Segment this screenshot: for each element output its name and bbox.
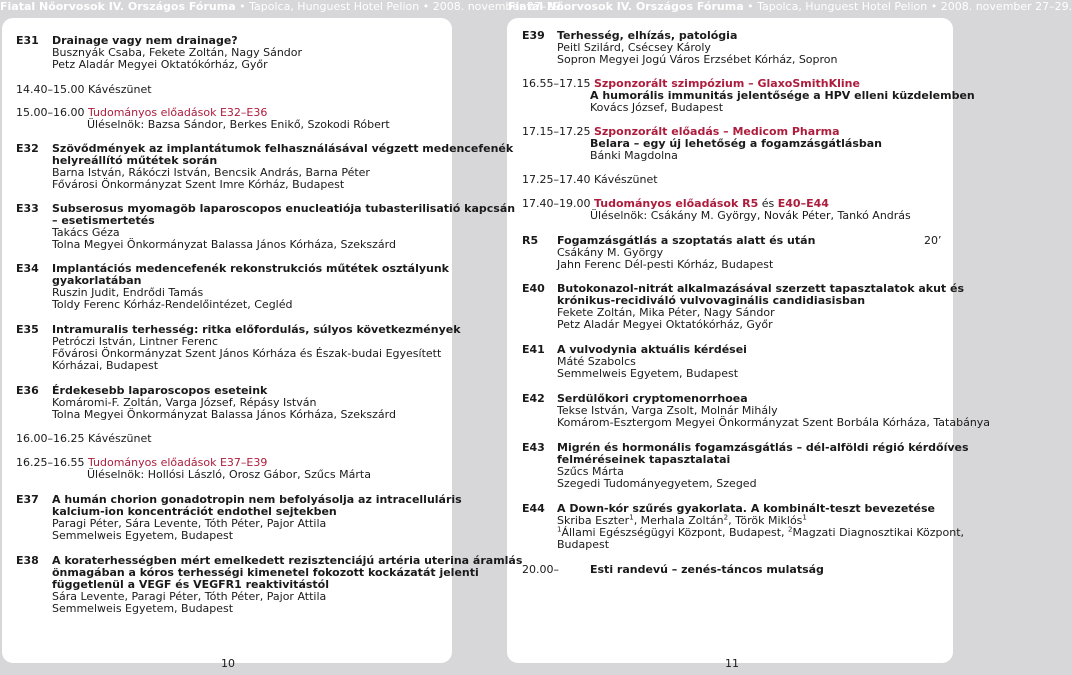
entry-code: E41 — [522, 343, 545, 356]
sponsored-speaker: Bánki Magdolna — [590, 149, 678, 162]
entry-institution: Fővárosi Önkormányzat Szent János Kórháza és Észak-budai Egyesített — [52, 347, 442, 360]
entry-institution: Petz Aladár Megyei Oktatókórház, Győr — [557, 318, 773, 331]
entry-title-cont: felméréseinek tapasztalatai — [557, 453, 731, 466]
entry-institution: Semmelweis Egyetem, Budapest — [557, 367, 739, 380]
entry-title: A koraterhességben mért emelkedett rezisztenciájú artéria uterina áramlás — [52, 554, 523, 567]
entry-title: A humán chorion gonadotropin nem befolyásolja az intracelluláris — [52, 493, 462, 506]
session-chairs: Üléselnök: Hollósi László, Orosz Gábor, Szűcs Márta — [87, 468, 371, 481]
entry-title-cont: kalcium-ion koncentrációt endothel sejtekben — [52, 505, 337, 518]
entry-institution: Tolna Megyei Önkormányzat Balassa János Kórháza, Szekszárd — [52, 238, 396, 251]
entry-code: E38 — [16, 554, 39, 567]
session-title: Tudományos előadások R5 — [593, 197, 759, 210]
affiliation-marker: 1 — [557, 525, 562, 534]
entry-authors: Petróczi István, Lintner Ferenc — [52, 335, 218, 348]
coffee-break: 16.00–16.25 Kávészünet — [16, 432, 152, 445]
entry-duration: 20’ — [924, 234, 942, 247]
page-number-right: 11 — [725, 657, 739, 670]
entry-institution: Szegedi Tudományegyetem, Szeged — [557, 477, 757, 490]
sponsored-title: Belara – egy új lehetőség a fogamzásgátlásban — [590, 137, 883, 150]
header-forum-name: Fiatal Nőorvosok IV. Országos Fóruma — [0, 0, 236, 13]
entry-institution: Tolna Megyei Önkormányzat Balassa János Kórháza, Szekszárd — [52, 408, 396, 421]
entry-authors: Ruszin Judit, Endrődi Tamás — [52, 286, 204, 299]
session-chairs: Üléselnök: Bazsa Sándor, Berkes Enikő, Szokodi Róbert — [87, 118, 390, 131]
entry-title-cont: – esetismertetés — [52, 214, 155, 227]
entry-title: A Down-kór szűrés gyakorlata. A kombinált-teszt bevezetése — [557, 502, 936, 515]
entry-title: Butokonazol-nitrát alkalmazásával szerzett tapasztalatok akut és — [557, 282, 964, 295]
entry-code: E39 — [522, 29, 545, 42]
sponsored-label: Szponzorált szimpózium – GlaxoSmithKline — [593, 77, 860, 90]
header-right — [508, 0, 1072, 16]
entry-title-cont: függetlenül a VEGF és VEGFR1 reaktivitástól — [52, 578, 329, 591]
entry-title: A vulvodynia aktuális kérdései — [557, 343, 747, 356]
entry-authors: Máté Szabolcs — [557, 355, 636, 368]
session-title: Tudományos előadások E32–E36 — [87, 106, 268, 119]
entry-title: Terhesség, elhízás, patológia — [557, 29, 738, 42]
entry-institution: Semmelweis Egyetem, Budapest — [52, 602, 234, 615]
session-time-text: 16.55–17.15 — [522, 77, 594, 90]
entry-institution: Petz Aladár Megyei Oktatókórház, Győr — [52, 58, 268, 71]
header-forum-name: Fiatal Nőorvosok IV. Országos Fóruma — [508, 0, 744, 13]
entry-authors: Barna István, Rákóczi István, Bencsik András, Barna Péter — [52, 166, 370, 179]
entry-authors: Takács Géza — [52, 226, 120, 239]
entry-authors: Paragi Péter, Sára Levente, Tóth Péter, Pajor Attila — [52, 517, 327, 530]
entry-title: Drainage vagy nem drainage? — [52, 34, 238, 47]
entry-code: E40 — [522, 282, 545, 295]
coffee-break: 17.25–17.40 Kávészünet — [522, 173, 658, 186]
entry-institution-cont: Budapest — [557, 538, 610, 551]
entry-authors: Szűcs Márta — [557, 465, 624, 478]
session-title: Tudományos előadások E37–E39 — [87, 456, 268, 469]
entry-authors: Komáromi-F. Zoltán, Varga József, Répásy István — [52, 396, 317, 409]
session-time-text: 16.25–16.55 — [16, 456, 88, 469]
entry-authors: Tekse István, Varga Zsolt, Molnár Mihály — [557, 404, 778, 417]
entry-title: Fogamzásgátlás a szoptatás alatt és után — [557, 234, 816, 247]
entry-code: E42 — [522, 392, 545, 405]
entry-institution: Semmelweis Egyetem, Budapest — [52, 529, 234, 542]
entry-title-cont: krónikus-recidiváló vulvovaginális candidiasisban — [557, 294, 866, 307]
header-left — [0, 0, 565, 16]
author-name: , Merhala Zoltán — [633, 514, 724, 527]
sponsored-label: Szponzorált előadás – Medicom Pharma — [593, 125, 840, 138]
author-name: , Török Miklós — [728, 514, 803, 527]
header-event-details: • Tapolca, Hunguest Hotel Pelion • 2008. november 27–29. — [235, 0, 565, 13]
entry-code: E32 — [16, 142, 39, 155]
entry-title: Érdekesebb laparoscopos eseteink — [52, 384, 268, 397]
entry-institution: Fővárosi Önkormányzat Szent Imre Kórház, Budapest — [52, 178, 345, 191]
affiliation-marker: 2 — [723, 513, 729, 522]
evening-title: Esti randevú – zenés-táncos mulatság — [590, 563, 824, 576]
entry-institution: Komárom-Esztergom Megyei Önkormányzat Szent Borbála Kórháza, Tatabánya — [557, 416, 991, 429]
entry-code: E37 — [16, 493, 39, 506]
affiliation-marker: 1 — [802, 513, 807, 522]
entry-code: E35 — [16, 323, 39, 336]
entry-institution: Toldy Ferenc Kórház-Rendelőintézet, Cegléd — [52, 298, 293, 311]
affiliation-marker: 2 — [788, 525, 793, 534]
entry-institution-cont: Kórházai, Budapest — [52, 359, 159, 372]
entry-title-cont: helyreállító műtétek során — [52, 154, 218, 167]
entry-code: R5 — [522, 234, 539, 247]
entry-code: E31 — [16, 34, 39, 47]
session-time-text: 15.00–16.00 — [16, 106, 88, 119]
session-title-conjunction: és — [758, 197, 778, 210]
entry-institution — [557, 527, 964, 539]
page-number-left: 10 — [221, 657, 235, 670]
entry-authors: Fekete Zoltán, Mika Péter, Nagy Sándor — [557, 306, 775, 319]
session-chairs: Üléselnök: Csákány M. György, Novák Péter, Tankó András — [590, 209, 911, 222]
institution-name: Állami Egészségügyi Központ, Budapest, — [561, 526, 789, 539]
entry-title: Intramuralis terhesség: ritka előfordulás, súlyos következmények — [52, 323, 461, 336]
session-time-text: 17.40–19.00 — [522, 197, 594, 210]
session-time-text: 17.15–17.25 — [522, 125, 594, 138]
sponsored-title: A humorális immunitás jelentősége a HPV elleni küzdelemben — [590, 89, 975, 102]
entry-code: E33 — [16, 202, 39, 215]
entry-institution: Jahn Ferenc Dél-pesti Kórház, Budapest — [557, 258, 774, 271]
entry-title: Migrén és hormonális fogamzásgátlás – dél-alföldi régió kérdőíves — [557, 441, 969, 454]
session-title-range: E40–E44 — [777, 197, 829, 210]
sponsored-speaker: Kovács József, Budapest — [590, 101, 724, 114]
entry-code: E44 — [522, 502, 545, 515]
evening-time: 20.00– — [522, 563, 559, 576]
entry-institution: Sopron Megyei Jogú Város Erzsébet Kórház, Sopron — [557, 53, 838, 66]
entry-code: E43 — [522, 441, 545, 454]
entry-authors: Busznyák Csaba, Fekete Zoltán, Nagy Sándor — [52, 46, 303, 59]
coffee-break: 14.40–15.00 Kávészünet — [16, 83, 152, 96]
entry-title: Implantációs medencefenék rekonstrukciós műtétek osztályunk — [52, 262, 449, 275]
entry-title: Szövődmények az implantátumok felhasználásával végzett medencefenék — [52, 142, 514, 155]
affiliation-marker: 1 — [629, 513, 634, 522]
entry-authors: Sára Levente, Paragi Péter, Tóth Péter, Pajor Attila — [52, 590, 327, 603]
header-event-details: • Tapolca, Hunguest Hotel Pelion • 2008. november 27–29. — [743, 0, 1072, 13]
entry-code: E34 — [16, 262, 39, 275]
entry-authors: Peitl Szilárd, Csécsey Károly — [557, 41, 711, 54]
institution-name: Magzati Diagnosztikai Központ, — [792, 526, 965, 539]
entry-title: Subserosus myomagöb laparoscopos enucleatiója tubasterilisatió kapcsán — [52, 202, 516, 215]
entry-title: Serdülőkori cryptomenorrhoea — [557, 392, 748, 405]
author-name: Skriba Eszter — [557, 514, 630, 527]
entry-code: E36 — [16, 384, 39, 397]
entry-title-cont: önmagában a kóros terhességi kimenetel fokozott kockázatát jelenti — [52, 566, 479, 579]
entry-title-cont: gyakorlatában — [52, 274, 142, 287]
entry-authors: Csákány M. György — [557, 246, 664, 259]
